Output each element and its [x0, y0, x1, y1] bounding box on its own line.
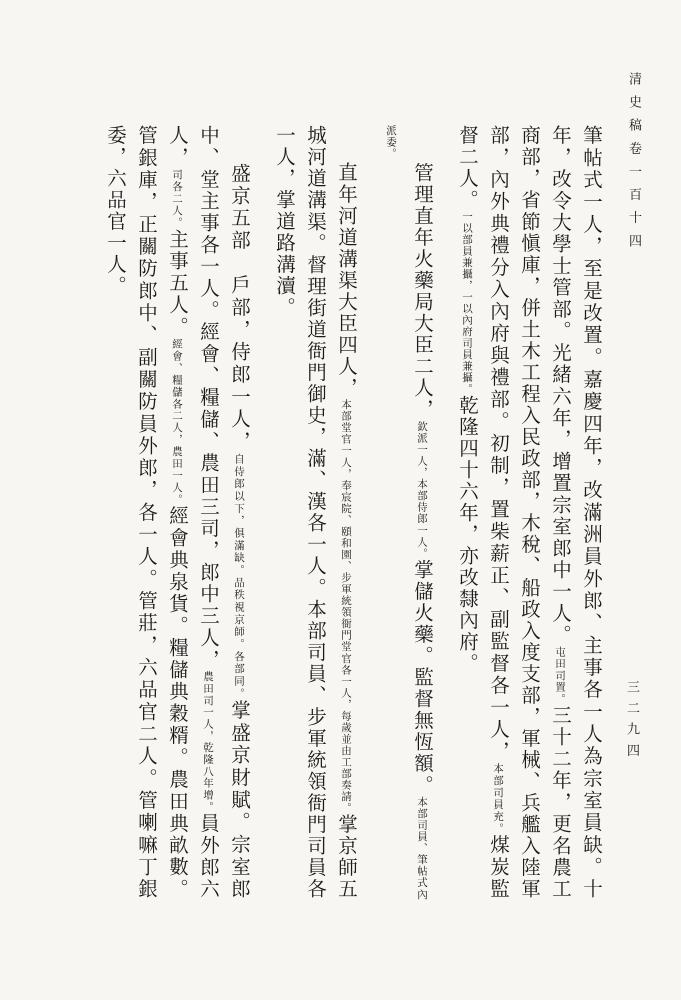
annotation-note: 屯田司置。	[554, 646, 566, 705]
annotation-note: 本部堂官一人，奉宸院、頤和園、步軍統領衙門堂官各一人，每歲並由工部奏請。	[340, 398, 352, 814]
annotation-note: 本部司員充。	[492, 762, 504, 835]
annotation-note: 一以部員兼攝，一以內府司員兼攝。	[461, 211, 473, 395]
annotation-note: 經會、糧儲各二人，農田一人。	[171, 338, 183, 506]
body-text: 掌盛京財賦。宗室郎中、堂主事各一人。經會、糧儲、農田三司，郎中三人，	[197, 125, 251, 901]
annotation-note: 欽派一人，本部侍郎一人。	[416, 420, 428, 560]
paragraph-p1	[452, 125, 607, 900]
body-text: 三十二年，更名農工商部，省節愼庫，併土木工程入民政部，木稅、船政入度支部，軍械、兵艦入陸軍部，內外典禮分入內府與禮部。初制，置柴薪正、副監督各一人，	[487, 125, 572, 901]
annotation-note: 本部司員、筆帖式內派委。	[385, 125, 428, 901]
body-text: 主事五人。	[166, 228, 189, 339]
running-title: 清 史 稿 卷 一 百 十 四	[626, 72, 641, 250]
body-text: 經會典泉貨。糧儲典穀糈。農田典畝數。管銀庫，正關防郎中、副關防員外郎，各一人。管莊，六品官二人。管喇嘛丁銀委，六品官一人。	[104, 125, 189, 901]
body-text: 筆帖式一人，至是改置。嘉慶四年，改滿洲員外郎、主事各一人為宗室員缺。十年，改令大學士管部。光緒六年，增置宗室郎中一人。	[549, 125, 603, 900]
body-text: 盛京五部 戶部，侍郎一人，	[228, 162, 251, 454]
paragraph-p2	[376, 125, 438, 900]
annotation-note: 自侍郎以下，俱滿缺。品秩視京師。各部同。	[233, 453, 245, 700]
annotation-note: 農田司一人，乾隆八年增。	[202, 670, 214, 813]
body-text: 管理直年火藥局大臣二人，	[411, 162, 434, 421]
main-text	[100, 125, 607, 900]
annotation-note: 司各二人。	[171, 168, 183, 229]
paragraph-p4	[100, 125, 255, 900]
body-text: 直年河道溝渠大臣四人，	[335, 162, 358, 399]
paragraph-p3	[269, 125, 362, 900]
body-text: 掌京師五城河道溝渠。督理街道衙門御史，滿、漢各一人。本部司員、步軍統領衙門司員各一人，掌道路溝瀆。	[273, 125, 358, 901]
body-text: 員外郎六人，	[166, 125, 220, 901]
page-number: 三 二 九 四	[624, 680, 639, 759]
body-text: 乾隆四十六年，亦改隸內府。	[456, 395, 479, 675]
body-text: 煤炭監督二人。	[456, 125, 510, 901]
body-text: 掌儲火藥。監督無恆額。	[411, 559, 434, 797]
